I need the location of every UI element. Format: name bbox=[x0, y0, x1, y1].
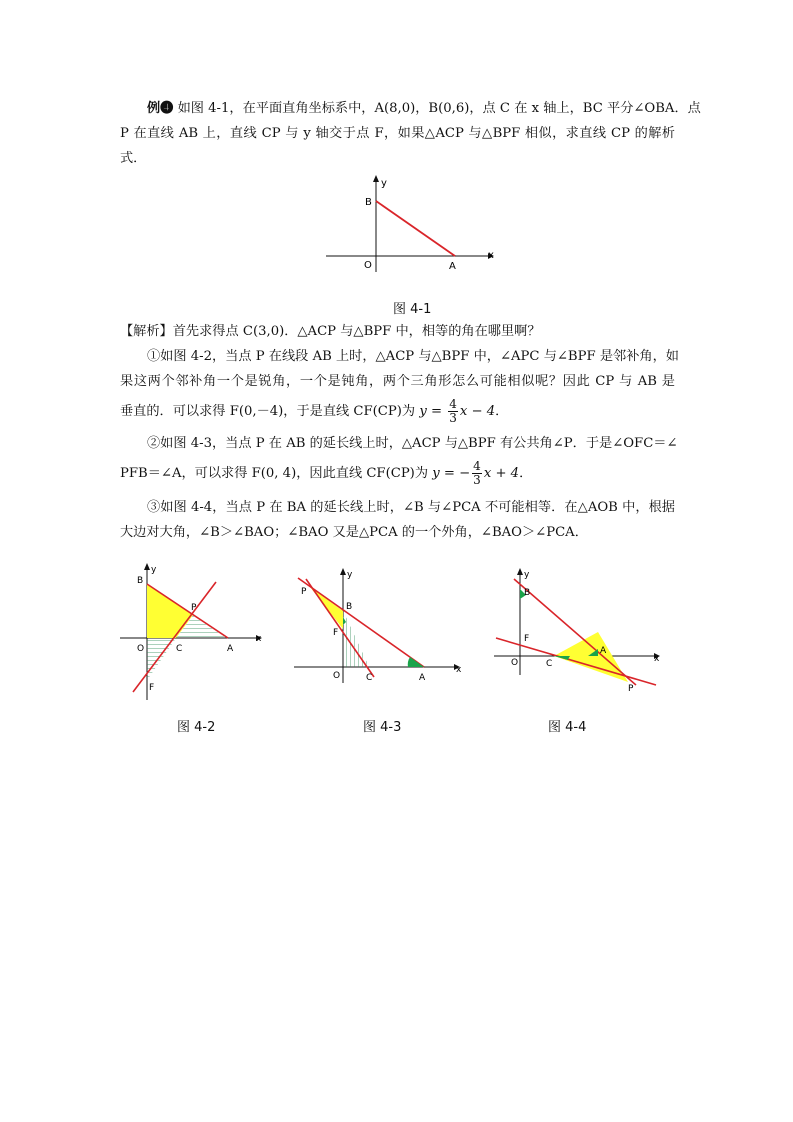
fig4-p-label: P bbox=[628, 684, 634, 694]
fig3-x-label: x bbox=[456, 665, 462, 675]
fig3-a-label: A bbox=[419, 673, 426, 683]
fig4-o-label: O bbox=[511, 658, 519, 668]
fig4-b-label: B bbox=[524, 588, 531, 598]
fig1-a-label: A bbox=[449, 261, 456, 272]
example-line-1 bbox=[147, 99, 701, 119]
p2-eq-num: 4 bbox=[473, 459, 481, 473]
p1-eq-rhs: x − 4 bbox=[459, 404, 496, 419]
analysis-p1-line3 bbox=[120, 398, 675, 425]
fig2-x-label: x bbox=[256, 634, 262, 644]
figure-4-1-caption: 图 4-1 bbox=[393, 302, 432, 317]
p1-eq-lhs: y = bbox=[419, 404, 447, 419]
fig2-y-label: y bbox=[151, 565, 157, 575]
fig4-c-label: C bbox=[546, 659, 553, 669]
fig2-f-label: F bbox=[149, 683, 155, 693]
p1-text: 垂直的．可以求得 F(0,－4)，于是直线 CF(CP)为 bbox=[120, 404, 416, 419]
fig3-y-label: y bbox=[347, 570, 353, 580]
fig2-c-label: C bbox=[176, 644, 183, 654]
fig2-b-label: B bbox=[137, 576, 144, 586]
fig4-x-label: x bbox=[654, 654, 660, 664]
p1-text-end: ． bbox=[495, 404, 509, 419]
figure-4-2-caption: 图 4-2 bbox=[177, 720, 216, 735]
fig3-o-label: O bbox=[333, 671, 341, 681]
p2-eq-den: 3 bbox=[473, 473, 481, 487]
p2-eq-fraction bbox=[472, 460, 482, 487]
figure-4-4-caption: 图 4-4 bbox=[548, 720, 587, 735]
example-label: 例❹ bbox=[147, 101, 174, 116]
example-text-1: 如图 4-1，在平面直角坐标系中，A(8,0)，B(0,6)，点 C 在 x 轴上，BC 平分∠OBA．点 bbox=[177, 101, 701, 116]
fig2-o-label: O bbox=[137, 644, 145, 654]
p1-eq-den: 3 bbox=[449, 411, 457, 425]
fig2-a-label: A bbox=[227, 644, 234, 654]
analysis-p2-line1: ②如图 4-3，当点 P 在 AB 的延长线上时，△ACP 与△BPF 有公共角∠P．于是∠OFC＝∠ bbox=[147, 436, 678, 451]
analysis-p1-line2: 果这两个邻补角一个是锐角，一个是钝角，两个三角形怎么可能相似呢？因此 CP 与 AB 是 bbox=[120, 374, 675, 389]
fig2-p-label: P bbox=[191, 603, 197, 613]
p2-text: PFB＝∠A，可以求得 F(0, 4)，因此直线 CF(CP)为 bbox=[120, 466, 429, 481]
p2-eq-rhs: x + 4 bbox=[483, 466, 520, 481]
fig1-y-label: y bbox=[381, 178, 387, 189]
figure-4-1 bbox=[318, 172, 498, 277]
fig4-a-label: A bbox=[600, 646, 607, 656]
fig3-b-label: B bbox=[346, 602, 353, 612]
fig4-y-label: y bbox=[524, 570, 530, 580]
fig4-f-label: F bbox=[524, 634, 530, 644]
fig3-f-label: F bbox=[333, 628, 339, 638]
analysis-head: 【解析】首先求得点 C(3,0)．△ACP 与△BPF 中，相等的角在哪里啊？ bbox=[120, 324, 541, 339]
fig1-o-label: O bbox=[364, 260, 372, 271]
fig3-c-label: C bbox=[366, 673, 373, 683]
analysis-p3-line1: ③如图 4-4，当点 P 在 BA 的延长线上时，∠B 与∠PCA 不可能相等．在△AOB 中，根据 bbox=[147, 500, 675, 515]
figure-4-2 bbox=[118, 560, 268, 705]
figure-4-3-caption: 图 4-3 bbox=[363, 720, 402, 735]
figure-4-3 bbox=[290, 565, 470, 690]
analysis-p2-line2 bbox=[120, 460, 675, 487]
analysis-p1-line1: ①如图 4-2，当点 P 在线段 AB 上时，△ACP 与△BPF 中，∠APC 与∠BPF 是邻补角，如 bbox=[147, 349, 679, 364]
example-line-2: P 在直线 AB 上，直线 CP 与 y 轴交于点 F，如果△ACP 与△BPF 相似，求直线 CP 的解析 bbox=[120, 126, 675, 141]
p1-eq-fraction bbox=[448, 398, 458, 425]
figure-4-4 bbox=[490, 565, 665, 695]
fig3-p-label: P bbox=[301, 587, 307, 597]
example-line-3: 式． bbox=[120, 151, 147, 166]
fig1-x-label: x bbox=[488, 250, 494, 261]
fig1-b-label: B bbox=[365, 197, 372, 208]
p2-text-end: ． bbox=[519, 466, 533, 481]
analysis-p3-line2: 大边对大角，∠B＞∠BAO；∠BAO 又是△PCA 的一个外角，∠BAO＞∠PCA． bbox=[120, 525, 588, 540]
p2-eq-lhs: y = − bbox=[432, 466, 471, 481]
p1-eq-num: 4 bbox=[449, 397, 457, 411]
